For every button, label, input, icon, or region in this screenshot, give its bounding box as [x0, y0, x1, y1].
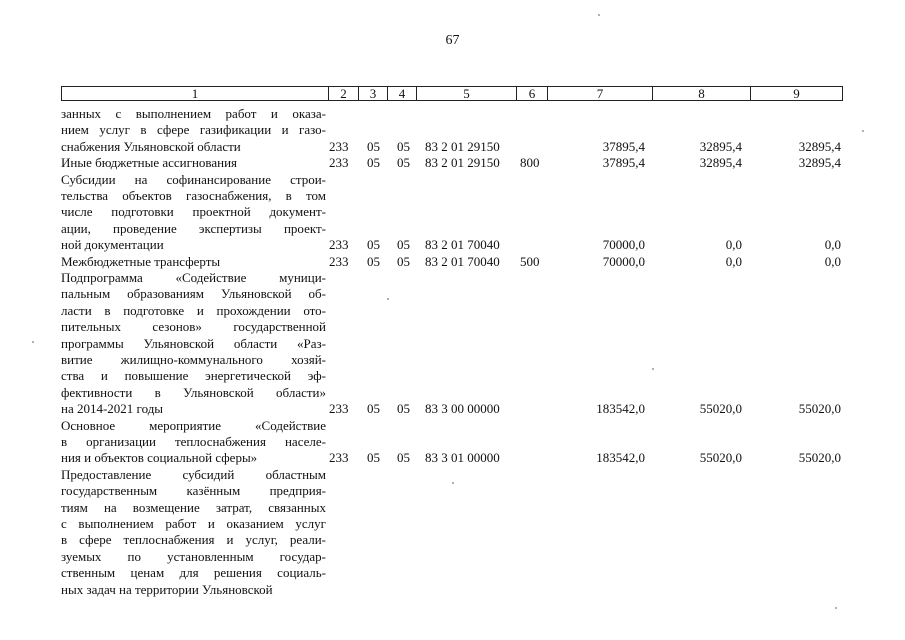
description-line: в сфере теплоснабжения и услуг, реали- — [61, 532, 326, 548]
row-value-c4: 05 — [397, 253, 410, 269]
row-description — [61, 270, 326, 418]
description-line: пальным образованиям Ульяновской об- — [61, 286, 326, 302]
row-value-c3: 05 — [367, 138, 380, 154]
row-value-c3: 05 — [367, 253, 380, 269]
row-value-c6: 800 — [520, 155, 540, 171]
row-value-c7: 183542,0 — [596, 401, 645, 417]
row-value-c9: 0,0 — [824, 237, 841, 253]
description-line: ния и объектов социальной сферы» — [61, 450, 258, 466]
row-value-c8: 32895,4 — [699, 155, 742, 171]
header-col-1: 1 — [62, 87, 329, 100]
row-description — [61, 106, 326, 155]
row-description — [61, 155, 326, 171]
row-value-c9: 55020,0 — [798, 401, 841, 417]
description-line: ственным ценам для решения социаль- — [61, 565, 326, 581]
row-description — [61, 467, 326, 598]
row-value-c8: 55020,0 — [699, 401, 742, 417]
row-value-c5: 83 2 01 70040 — [425, 237, 500, 253]
description-line: программы Ульяновской области «Раз- — [61, 335, 326, 351]
row-value-c2: 233 — [329, 253, 349, 269]
header-col-3: 3 — [359, 87, 388, 100]
description-line: зуемых по установленным государ- — [61, 548, 326, 564]
row-value-c8: 55020,0 — [699, 450, 742, 466]
row-value-c2: 233 — [329, 237, 349, 253]
description-line: Основное мероприятие «Содействие — [61, 417, 326, 433]
row-description — [61, 418, 326, 467]
description-line: занных с выполнением работ и оказа- — [61, 106, 326, 121]
row-value-c3: 05 — [367, 450, 380, 466]
description-line: ной документации — [61, 237, 164, 253]
row-value-c4: 05 — [397, 401, 410, 417]
header-col-8: 8 — [653, 87, 751, 100]
row-value-c2: 233 — [329, 450, 349, 466]
row-value-c9: 0,0 — [824, 253, 841, 269]
header-col-6: 6 — [517, 87, 548, 100]
description-line: государственным казённым предприя- — [61, 483, 326, 499]
description-line: витие жилищно-коммунального хозяй- — [61, 352, 326, 368]
row-value-c4: 05 — [397, 237, 410, 253]
row-value-c3: 05 — [367, 237, 380, 253]
description-line: Субсидии на софинансирование строи- — [61, 171, 326, 187]
row-description — [61, 254, 326, 270]
row-value-c4: 05 — [397, 155, 410, 171]
page-number: 67 — [445, 33, 460, 48]
row-value-c2: 233 — [329, 138, 349, 154]
description-line: в организации теплоснабжения населе- — [61, 434, 326, 449]
table-header — [61, 86, 843, 101]
row-value-c7: 37895,4 — [602, 155, 645, 171]
header-col-2: 2 — [329, 87, 359, 100]
description-line: ласти в подготовке и прохождении ото- — [61, 302, 326, 318]
row-value-c2: 233 — [329, 155, 349, 171]
row-value-c7: 183542,0 — [596, 450, 645, 466]
row-value-c8: 32895,4 — [699, 138, 742, 154]
description-line: ации, проведение экспертизы проект- — [61, 220, 326, 236]
row-value-c5: 83 2 01 29150 — [425, 138, 500, 154]
description-line: с выполнением работ и оказанием услуг — [61, 516, 326, 532]
row-value-c4: 05 — [397, 450, 410, 466]
row-value-c6: 500 — [520, 253, 540, 269]
row-description — [61, 172, 326, 254]
row-value-c8: 0,0 — [725, 237, 742, 253]
row-value-c9: 55020,0 — [798, 450, 841, 466]
row-value-c2: 233 — [329, 401, 349, 417]
row-value-c9: 32895,4 — [798, 155, 841, 171]
description-line: нием услуг в сфере газификации и газо- — [61, 122, 326, 138]
row-value-c7: 70000,0 — [602, 237, 645, 253]
header-col-9: 9 — [793, 86, 800, 101]
description-line: тиям на возмещение затрат, связанных — [61, 499, 326, 515]
description-line: снабжения Ульяновской области — [61, 138, 241, 154]
description-line: Иные бюджетные ассигнования — [61, 155, 238, 171]
header-col-5: 5 — [417, 87, 517, 100]
description-line: ства и повышение энергетической эф- — [61, 368, 326, 384]
description-line: Межбюджетные трансферты — [61, 253, 221, 269]
row-value-c5: 83 2 01 70040 — [425, 253, 500, 269]
description-line: на 2014-2021 годы — [61, 401, 164, 417]
row-value-c5: 83 2 01 29150 — [425, 155, 500, 171]
description-line: фективности в Ульяновской области» — [61, 384, 326, 400]
row-value-c3: 05 — [367, 155, 380, 171]
row-value-c8: 0,0 — [725, 253, 742, 269]
row-value-c3: 05 — [367, 401, 380, 417]
row-value-c5: 83 3 00 00000 — [425, 401, 500, 417]
description-line: ных задач на территории Ульяновской — [61, 581, 273, 597]
header-col-4: 4 — [388, 87, 417, 100]
row-value-c4: 05 — [397, 138, 410, 154]
description-line: Предоставление субсидий областным — [61, 466, 326, 482]
description-line: числе подготовки проектной документ- — [61, 204, 326, 220]
row-value-c7: 70000,0 — [602, 253, 645, 269]
row-value-c9: 32895,4 — [798, 138, 841, 154]
description-line: Подпрограмма «Содействие муници- — [61, 270, 326, 285]
row-value-c7: 37895,4 — [602, 138, 645, 154]
header-col-7: 7 — [548, 87, 653, 100]
row-value-c5: 83 3 01 00000 — [425, 450, 500, 466]
description-line: тельства объектов газоснабжения, в том — [61, 188, 326, 203]
description-line: пительных сезонов» государственной — [61, 319, 326, 335]
